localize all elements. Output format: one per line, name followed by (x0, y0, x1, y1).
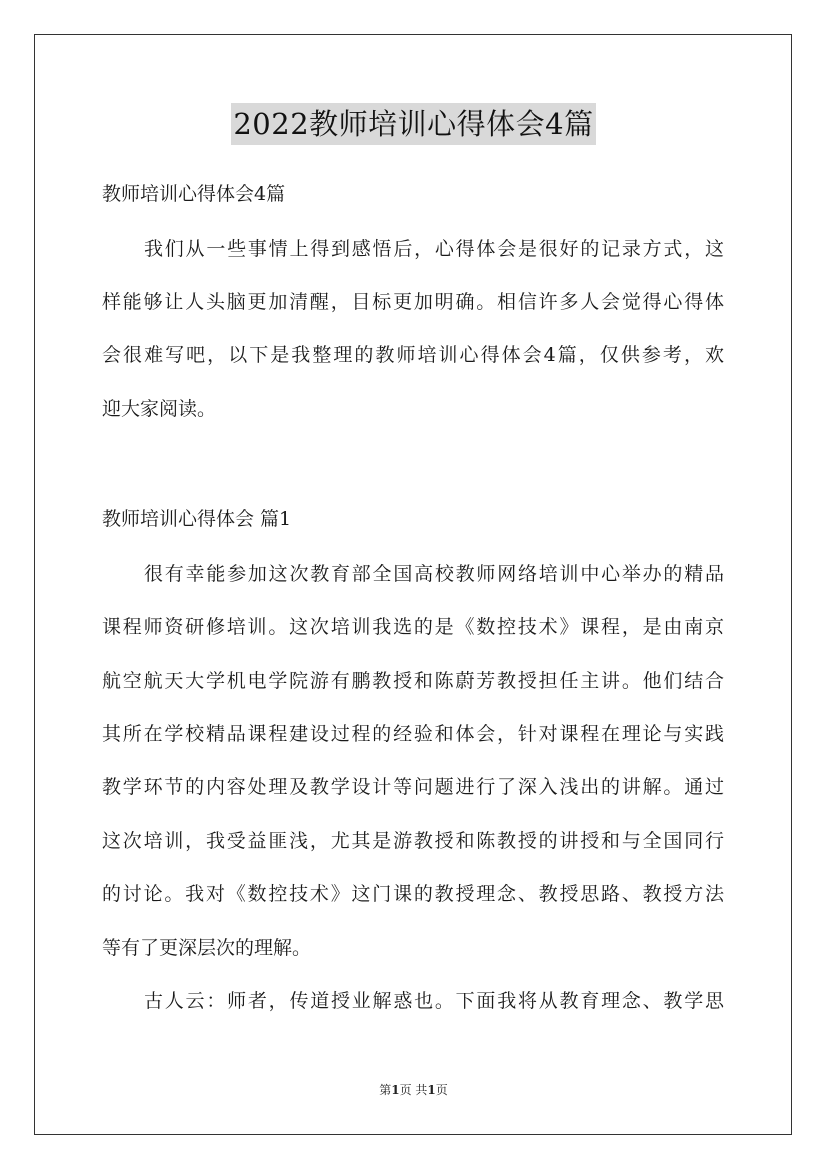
section-1-line-8: 等有了更深层次的理解。 (102, 937, 312, 959)
section-1-line-6: 这次培训，我受益匪浅，尤其是游教授和陈教授的讲授和与全国同行 (102, 830, 724, 852)
section-1-line-4: 其所在学校精品课程建设过程的经验和体会，针对课程在理论与实践 (102, 723, 724, 745)
section-1-para-2-line-1: 古人云：师者，传道授业解惑也。下面我将从教育理念、教学思 (144, 990, 724, 1012)
section-1-line-3: 航空航天大学机电学院游有鹏教授和陈蔚芳教授担任主讲。他们结合 (102, 670, 724, 692)
section-1-line-2: 课程师资研修培训。这次培训我选的是《数控技术》课程，是由南京 (102, 616, 724, 638)
section-1-line-1: 很有幸能参加这次教育部全国高校教师网络培训中心举办的精品 (144, 563, 724, 585)
section-1-line-5: 教学环节的内容处理及教学设计等问题进行了深入浅出的讲解。通过 (102, 776, 724, 798)
title-container (0, 103, 827, 145)
intro-line-4: 迎大家阅读。 (102, 398, 217, 420)
intro-line-3: 会很难写吧，以下是我整理的教师培训心得体会4篇，仅供参考，欢 (102, 344, 724, 366)
document-title: 2022教师培训心得体会4篇 (231, 103, 595, 145)
section-1-heading: 教师培训心得体会 篇1 (102, 508, 292, 530)
footer-page-total: 1 (427, 1083, 436, 1097)
section-1-line-7: 的讨论。我对《数控技术》这门课的教授理念、教授思路、教授方法 (102, 883, 724, 905)
footer-page-mid: 页 共 (399, 1083, 428, 1097)
intro-line-1: 我们从一些事情上得到感悟后，心得体会是很好的记录方式，这 (144, 238, 724, 260)
footer-page-current: 1 (391, 1083, 400, 1097)
page-footer (0, 1082, 827, 1098)
footer-page-suffix: 页 (435, 1083, 448, 1097)
document-subtitle: 教师培训心得体会4篇 (102, 183, 286, 205)
intro-line-2: 样能够让人头脑更加清醒，目标更加明确。相信许多人会觉得心得体 (102, 291, 724, 313)
footer-page-prefix: 第 (379, 1083, 392, 1097)
